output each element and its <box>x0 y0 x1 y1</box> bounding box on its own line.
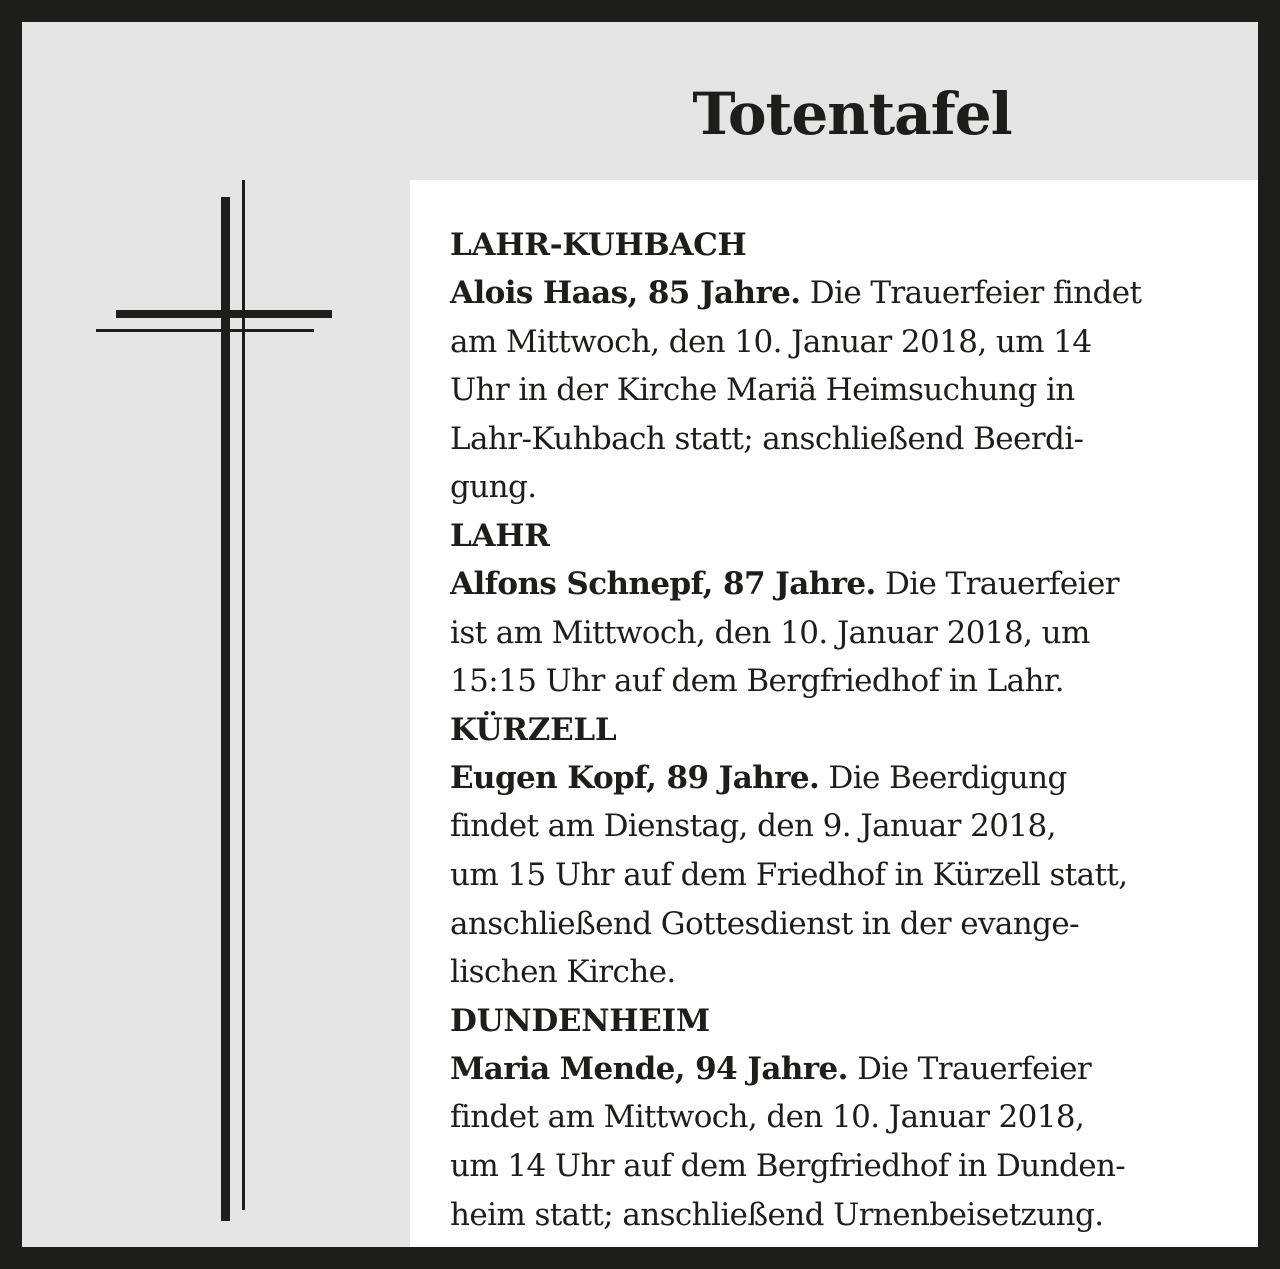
entry-line: findet am Mittwoch, den 10. Januar 2018, <box>450 1099 1085 1136</box>
cross-horizontal-beam <box>116 310 332 318</box>
entry-line: heim statt; anschließend Urnenbeisetzung. <box>450 1196 1104 1233</box>
entry-line-text: Die Trauerfeier findet <box>800 275 1142 311</box>
obituary-entry <box>450 221 1258 512</box>
entry-name: Eugen Kopf, 89 Jahre. <box>450 759 820 796</box>
entry-text <box>450 754 1250 997</box>
obituary-entry <box>450 706 1258 997</box>
entry-line: gung. <box>450 469 537 506</box>
entry-line: 15:15 Uhr auf dem Bergfriedhof in Lahr. <box>450 663 1064 700</box>
entry-name: Maria Mende, 94 Jahre. <box>450 1050 848 1087</box>
entry-line: am Mittwoch, den 10. Januar 2018, um 14 <box>450 323 1092 360</box>
entry-line: Lahr-Kuhbach statt; anschließend Beerdi- <box>450 420 1084 457</box>
obituary-list <box>410 180 1258 1247</box>
entry-name: Alois Haas, 85 Jahre. <box>450 275 801 311</box>
entry-line <box>450 269 1250 318</box>
obituary-entry <box>450 512 1258 706</box>
entry-text <box>450 1045 1250 1239</box>
cross-vertical-beam <box>221 197 230 1221</box>
entry-line: lischen Kirche. <box>450 954 676 991</box>
obituary-notice <box>22 22 1258 1247</box>
entry-line: um 15 Uhr auf dem Friedhof in Kürzell statt, <box>450 856 1128 893</box>
entry-place: DUNDENHEIM <box>450 1002 710 1039</box>
cross-vertical-line <box>242 180 245 1210</box>
entry-place: KÜRZELL <box>450 711 617 748</box>
entry-line: anschließend Gottesdienst in der evange- <box>450 905 1080 942</box>
entry-line-text: Die Trauerfeier <box>875 565 1119 602</box>
entry-place: LAHR <box>450 517 550 554</box>
entry-text <box>450 560 1250 706</box>
entry-line: findet am Dienstag, den 9. Januar 2018, <box>450 808 1056 845</box>
cross-horizontal-line <box>96 329 314 332</box>
entry-line: ist am Mittwoch, den 10. Januar 2018, um <box>450 614 1090 651</box>
page-title: Totentafel <box>692 80 1012 148</box>
entry-line <box>450 1045 1250 1094</box>
entry-name: Alfons Schnepf, 87 Jahre. <box>450 565 876 602</box>
entry-text <box>450 269 1250 512</box>
entry-line-text: Die Trauerfeier <box>847 1050 1092 1087</box>
entry-line <box>450 560 1250 609</box>
entry-line: um 14 Uhr auf dem Bergfriedhof in Dunden- <box>450 1147 1126 1184</box>
entry-place: LAHR-KUHBACH <box>450 227 747 263</box>
entry-line-text: Die Beerdigung <box>819 759 1067 796</box>
entry-line: Uhr in der Kirche Mariä Heimsuchung in <box>450 372 1075 409</box>
entry-line <box>450 754 1250 803</box>
obituary-entry <box>450 997 1258 1239</box>
